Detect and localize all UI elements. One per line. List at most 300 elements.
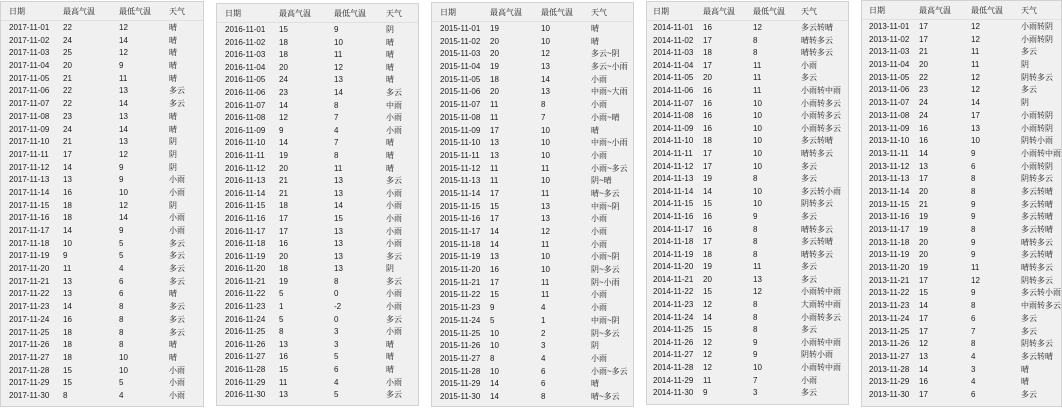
- min-temp-cell: 8: [753, 237, 758, 247]
- table-header-row: [647, 3, 848, 21]
- date-cell: 2015-11-17: [440, 227, 481, 236]
- table-row: [432, 264, 633, 277]
- weather-cell: 多云: [169, 99, 185, 109]
- weather-cell: 多云: [801, 262, 817, 272]
- date-cell: 2017-11-13: [9, 175, 50, 185]
- date-cell: 2013-11-07: [869, 98, 910, 108]
- min-temp-cell: 11: [541, 290, 550, 300]
- max-temp-cell: 17: [919, 22, 928, 31]
- weather-cell: 小雨: [169, 390, 185, 400]
- weather-cell: 晴: [386, 50, 394, 60]
- date-cell: 2014-11-28: [653, 363, 694, 373]
- min-temp-cell: 10: [334, 37, 343, 47]
- min-temp-cell: 0: [334, 289, 339, 299]
- date-cell: 2015-11-08: [440, 112, 481, 122]
- date-cell: 2015-11-12: [440, 163, 481, 173]
- date-cell: 2016-11-25: [225, 327, 266, 337]
- weather-cell: 阴转小雨: [801, 350, 833, 360]
- table-row: [217, 263, 418, 276]
- weather-cell: 阴转多云: [801, 199, 833, 209]
- date-cell: 2013-11-12: [869, 161, 910, 171]
- table-row: [432, 391, 633, 404]
- weather-cell: 晴: [169, 111, 177, 121]
- max-temp-cell: 16: [703, 23, 712, 32]
- date-cell: 2015-11-04: [440, 62, 481, 72]
- weather-cell: 小雨: [386, 302, 402, 312]
- date-cell: 2015-11-01: [440, 24, 481, 33]
- date-cell: 2014-11-12: [653, 161, 694, 171]
- date-cell: 2017-11-27: [9, 352, 50, 362]
- weather-table-1: [0, 1, 204, 407]
- table-row: [647, 349, 848, 362]
- weather-cell: 多云: [801, 211, 817, 221]
- weather-cell: 中雨~大雨: [591, 87, 628, 97]
- date-cell: 2017-11-21: [9, 276, 50, 286]
- min-temp-cell: 6: [971, 161, 976, 171]
- date-cell: 2017-11-20: [9, 264, 50, 274]
- max-temp-cell: 18: [63, 200, 72, 210]
- max-temp-cell: 24: [919, 98, 928, 108]
- date-cell: 2014-11-24: [653, 312, 694, 322]
- min-temp-cell: 9: [971, 250, 976, 260]
- date-cell: 2013-11-13: [869, 174, 910, 184]
- table-row: [862, 338, 1061, 351]
- weather-cell: 多云: [386, 390, 402, 400]
- min-temp-cell: 14: [119, 213, 128, 223]
- weather-cell: 多云: [386, 176, 402, 186]
- weather-cell: 阴转多云: [1021, 339, 1053, 349]
- max-temp-cell: 17: [919, 313, 928, 323]
- min-temp-cell: 8: [334, 150, 339, 160]
- max-temp-cell: 17: [490, 188, 499, 198]
- table-row: [1, 22, 203, 35]
- max-temp-cell: 1: [279, 302, 284, 312]
- max-temp-cell: 13: [490, 150, 499, 160]
- max-temp-cell: 14: [703, 186, 712, 196]
- max-temp-cell: 8: [490, 353, 495, 363]
- weather-cell: 晴: [1021, 364, 1029, 374]
- weather-cell: 晴: [169, 73, 177, 83]
- table-row: [217, 100, 418, 113]
- table-row: [647, 337, 848, 350]
- min-temp-cell: 8: [753, 300, 758, 310]
- min-temp-cell: 13: [971, 123, 980, 133]
- min-temp-cell: 9: [119, 162, 124, 172]
- weather-cell: 阴~晴: [591, 176, 612, 186]
- min-temp-cell: 4: [119, 390, 124, 400]
- min-temp-cell: 13: [753, 274, 762, 284]
- max-temp-cell: 23: [919, 85, 928, 95]
- min-temp-cell: 1: [541, 315, 546, 325]
- table-row: [862, 249, 1061, 262]
- date-column-header: 日期: [9, 7, 25, 16]
- weather-cell: 多云: [1021, 389, 1037, 399]
- date-cell: 2015-11-13: [440, 176, 481, 186]
- weather-cell: 晴: [169, 352, 177, 362]
- table-row: [217, 314, 418, 327]
- table-row: [1, 263, 203, 276]
- min-temp-cell: 13: [334, 251, 343, 261]
- date-column-header: 日期: [869, 6, 885, 15]
- max-temp-cell: 13: [490, 138, 499, 148]
- weather-cell: 阴转多云: [1021, 174, 1053, 184]
- weather-cell: 小雨: [591, 214, 607, 224]
- weather-cell: 晴: [386, 352, 394, 362]
- table-row: [1, 301, 203, 314]
- date-cell: 2014-11-29: [653, 375, 694, 385]
- date-cell: 2015-11-29: [440, 379, 481, 389]
- table-row: [432, 23, 633, 36]
- table-row: [217, 389, 418, 402]
- min-temp-cell: 8: [753, 325, 758, 335]
- min-temp-cell: 13: [119, 137, 128, 147]
- max-temp-cell: 16: [703, 123, 712, 133]
- min-temp-cell: 12: [753, 23, 762, 32]
- weather-cell: 晴: [386, 138, 394, 148]
- date-cell: 2016-11-12: [225, 163, 266, 173]
- weather-cell: 晴: [1021, 377, 1029, 387]
- table-row: [217, 49, 418, 62]
- date-cell: 2016-11-27: [225, 352, 266, 362]
- max-temp-cell: 22: [63, 23, 72, 32]
- table-row: [217, 112, 418, 125]
- min-temp-cell: 6: [541, 366, 546, 376]
- max-temp-cell: 17: [703, 237, 712, 247]
- date-cell: 2015-11-20: [440, 265, 481, 275]
- table-row: [647, 249, 848, 262]
- date-cell: 2014-11-23: [653, 300, 694, 310]
- date-cell: 2017-11-03: [9, 48, 50, 58]
- weather-cell: 小雨: [386, 226, 402, 236]
- weather-cell: 晴: [169, 23, 177, 32]
- weather-cell: 小雨转中雨: [801, 85, 841, 95]
- min-temp-cell: 9: [971, 199, 976, 209]
- date-cell: 2014-11-09: [653, 123, 694, 133]
- max-temp-cell: 15: [490, 201, 499, 211]
- max-temp-cell: 13: [490, 252, 499, 262]
- min-temp-cell: 11: [971, 47, 980, 57]
- weather-column-header: 天气: [591, 8, 607, 17]
- min-temp-cell: 13: [334, 226, 343, 236]
- min-temp-cell: 11: [334, 50, 343, 60]
- weather-cell: 晴~多云: [591, 391, 620, 401]
- table-row: [1, 238, 203, 251]
- weather-cell: 小雨: [169, 365, 185, 375]
- table-row: [217, 175, 418, 188]
- table-row: [217, 213, 418, 226]
- weather-cell: 中雨~小雨: [591, 138, 628, 148]
- max-temp-cell: 20: [279, 251, 288, 261]
- weather-cell: 多云转晴: [1021, 212, 1053, 222]
- max-temp-cell: 19: [703, 262, 712, 272]
- table-row: [432, 353, 633, 366]
- max-temp-cell: 14: [490, 379, 499, 389]
- table-row: [217, 301, 418, 314]
- table-row: [1, 111, 203, 124]
- weather-cell: 多云: [169, 276, 185, 286]
- max-temp-cell: 11: [490, 100, 499, 110]
- max-temp-cell: 10: [490, 328, 499, 338]
- date-cell: 2015-11-05: [440, 74, 481, 84]
- max-temp-cell: 10: [490, 341, 499, 351]
- max-temp-cell: 13: [279, 339, 288, 349]
- min-temp-cell: 12: [971, 22, 980, 31]
- min-temp-cell: 10: [119, 352, 128, 362]
- weather-cell: 多云: [1021, 85, 1037, 95]
- table-row: [1, 314, 203, 327]
- weather-cell: 小雨: [169, 226, 185, 235]
- max-temp-cell: 17: [919, 34, 928, 44]
- min-temp-cell: 14: [334, 87, 343, 97]
- min-temp-cell: 10: [541, 150, 550, 160]
- table-row: [647, 362, 848, 375]
- table-row: [862, 351, 1061, 364]
- table-row: [862, 376, 1061, 389]
- weather-cell: 阴~多云: [591, 328, 620, 338]
- min-temp-cell: 8: [753, 312, 758, 322]
- min-temp-cell: 8: [753, 35, 758, 45]
- max-temp-cell: 21: [63, 73, 72, 83]
- table-row: [1, 47, 203, 60]
- min-temp-cell: 4: [334, 125, 339, 135]
- date-cell: 2017-11-07: [9, 99, 50, 109]
- date-cell: 2017-11-14: [9, 187, 50, 197]
- table-row: [1, 225, 203, 238]
- weather-cell: 晴: [169, 61, 177, 71]
- date-cell: 2013-11-28: [869, 364, 910, 374]
- weather-cell: 多云: [169, 238, 185, 248]
- weather-cell: 小雨转中雨: [801, 337, 841, 347]
- min-temp-cell: 6: [541, 379, 546, 389]
- min-temp-cell: 10: [119, 187, 128, 197]
- max-temp-column-header: 最高气温: [490, 8, 522, 17]
- max-temp-cell: 11: [490, 163, 499, 173]
- date-cell: 2014-11-02: [653, 35, 694, 45]
- weather-column-header: 天气: [386, 9, 402, 18]
- date-cell: 2015-11-18: [440, 239, 481, 249]
- table-row: [647, 35, 848, 48]
- table-row: [862, 364, 1061, 377]
- weather-cell: 小雨~阴: [591, 252, 620, 262]
- min-temp-cell: 13: [541, 214, 550, 224]
- min-temp-cell: 8: [971, 225, 976, 234]
- date-cell: 2015-11-21: [440, 277, 481, 287]
- max-temp-cell: 14: [279, 138, 288, 148]
- weather-cell: 阴: [169, 137, 177, 147]
- table-row: [862, 161, 1061, 174]
- min-temp-cell: 14: [971, 98, 980, 108]
- weather-cell: 多云转晴: [801, 23, 833, 32]
- table-row: [217, 125, 418, 138]
- table-row: [862, 148, 1061, 161]
- table-row: [647, 274, 848, 287]
- min-temp-cell: 14: [334, 201, 343, 211]
- min-temp-column-header: 最低气温: [119, 7, 151, 16]
- min-temp-cell: 12: [971, 34, 980, 44]
- min-temp-cell: 8: [753, 174, 758, 184]
- table-row: [217, 62, 418, 75]
- min-temp-cell: 9: [119, 226, 124, 235]
- max-temp-cell: 21: [919, 199, 928, 209]
- weather-cell: 晴: [591, 24, 599, 33]
- table-row: [862, 135, 1061, 148]
- table-row: [432, 226, 633, 239]
- max-temp-cell: 11: [490, 176, 499, 186]
- min-temp-cell: 8: [541, 100, 546, 110]
- weather-cell: 晴: [169, 289, 177, 299]
- max-temp-cell: 17: [279, 226, 288, 236]
- max-temp-cell: 19: [703, 174, 712, 184]
- date-cell: 2015-11-25: [440, 328, 481, 338]
- max-temp-cell: 11: [63, 264, 72, 274]
- table-row: [862, 97, 1061, 110]
- min-temp-cell: 14: [119, 124, 128, 134]
- min-temp-cell: 3: [753, 388, 758, 398]
- min-temp-cell: 12: [541, 227, 550, 236]
- max-temp-cell: 17: [703, 148, 712, 158]
- weather-cell: 多云~阴: [591, 49, 620, 59]
- date-cell: 2016-11-21: [225, 276, 266, 286]
- min-temp-cell: 10: [541, 24, 550, 33]
- table-row: [432, 74, 633, 87]
- min-temp-cell: 4: [971, 351, 976, 361]
- table-row: [432, 277, 633, 290]
- table-row: [432, 378, 633, 391]
- date-cell: 2014-11-04: [653, 60, 694, 70]
- table-row: [1, 276, 203, 289]
- max-temp-cell: 11: [703, 375, 712, 385]
- max-temp-cell: 18: [703, 249, 712, 259]
- date-cell: 2016-11-05: [225, 75, 266, 85]
- max-temp-cell: 17: [490, 277, 499, 287]
- date-cell: 2016-11-06: [225, 87, 266, 97]
- min-temp-cell: 8: [971, 174, 976, 184]
- date-cell: 2017-11-19: [9, 251, 50, 261]
- max-temp-cell: 15: [919, 288, 928, 298]
- weather-cell: 阴: [169, 162, 177, 172]
- weather-cell: 小雨: [169, 378, 185, 388]
- weather-cell: 晴~多云: [591, 188, 620, 198]
- date-cell: 2017-11-25: [9, 327, 50, 337]
- max-temp-cell: 21: [279, 176, 288, 186]
- max-temp-cell: 20: [279, 62, 288, 72]
- max-temp-cell: 17: [919, 326, 928, 336]
- weather-cell: 晴: [386, 163, 394, 173]
- weather-cell: 晴: [386, 339, 394, 349]
- min-temp-cell: 5: [119, 378, 124, 388]
- max-temp-cell: 16: [703, 111, 712, 121]
- min-temp-cell: 2: [541, 328, 546, 338]
- date-cell: 2013-11-17: [869, 225, 910, 234]
- table-row: [1, 149, 203, 162]
- date-cell: 2016-11-23: [225, 302, 266, 312]
- max-temp-cell: 17: [919, 275, 928, 285]
- min-temp-cell: 9: [753, 350, 758, 360]
- max-temp-cell: 19: [279, 276, 288, 286]
- min-temp-cell: 10: [753, 186, 762, 196]
- table-row: [647, 110, 848, 123]
- weather-column-header: 天气: [801, 7, 817, 16]
- table-row: [432, 213, 633, 226]
- min-temp-cell: 9: [971, 288, 976, 298]
- max-temp-cell: 15: [490, 290, 499, 300]
- weather-cell: 小雨: [386, 327, 402, 337]
- min-temp-cell: 13: [541, 62, 550, 72]
- max-temp-cell: 14: [63, 162, 72, 172]
- table-row: [647, 186, 848, 199]
- min-temp-cell: 9: [334, 25, 339, 34]
- weather-cell: 晴转多云: [801, 148, 833, 158]
- weather-cell: 小雨: [386, 125, 402, 135]
- weather-cell: 阴~小雨: [591, 277, 620, 287]
- table-row: [1, 85, 203, 98]
- table-row: [862, 46, 1061, 59]
- weather-table-2: [216, 3, 419, 406]
- weather-cell: 小雨: [591, 227, 607, 236]
- weather-cell: 小雨转中雨: [801, 287, 841, 297]
- table-header-row: [432, 4, 633, 22]
- max-temp-cell: 12: [703, 363, 712, 373]
- weather-cell: 多云转晴: [1021, 186, 1053, 196]
- table-row: [862, 313, 1061, 326]
- date-cell: 2017-11-02: [9, 35, 50, 45]
- max-temp-cell: 10: [63, 238, 72, 248]
- weather-cell: 多云: [169, 302, 185, 312]
- max-temp-cell: 20: [279, 163, 288, 173]
- min-temp-cell: 12: [119, 48, 128, 58]
- weather-cell: 小雨转中雨: [801, 363, 841, 373]
- date-cell: 2014-11-07: [653, 98, 694, 108]
- min-temp-column-header: 最低气温: [753, 7, 785, 16]
- table-row: [647, 123, 848, 136]
- min-temp-cell: 13: [334, 75, 343, 85]
- table-row: [862, 262, 1061, 275]
- date-cell: 2015-11-26: [440, 341, 481, 351]
- max-temp-column-header: 最高气温: [279, 9, 311, 18]
- weather-cell: 小雨: [386, 239, 402, 249]
- min-temp-cell: 7: [971, 326, 976, 336]
- date-cell: 2016-11-29: [225, 377, 266, 387]
- date-cell: 2016-11-24: [225, 314, 266, 324]
- max-temp-cell: 22: [919, 72, 928, 82]
- min-temp-cell: 10: [541, 265, 550, 275]
- date-cell: 2016-11-11: [225, 150, 265, 160]
- max-temp-cell: 12: [703, 337, 712, 347]
- min-temp-cell: 10: [119, 365, 128, 375]
- weather-cell: 晴: [591, 36, 599, 46]
- date-cell: 2016-11-14: [225, 188, 266, 198]
- weather-cell: 多云转晴: [1021, 250, 1053, 260]
- min-temp-cell: 10: [541, 36, 550, 46]
- min-temp-cell: 11: [541, 277, 550, 287]
- min-temp-cell: 8: [753, 249, 758, 259]
- max-temp-cell: 18: [279, 201, 288, 211]
- min-temp-cell: 0: [334, 314, 339, 324]
- max-temp-cell: 9: [63, 251, 68, 261]
- table-row: [1, 327, 203, 340]
- date-cell: 2013-11-23: [869, 301, 910, 311]
- date-cell: 2014-11-22: [653, 287, 694, 297]
- date-cell: 2013-11-18: [869, 237, 910, 247]
- weather-cell: 小雨: [386, 213, 402, 223]
- date-cell: 2013-11-05: [869, 72, 910, 82]
- max-temp-cell: 5: [490, 315, 495, 325]
- min-temp-column-header: 最低气温: [334, 9, 366, 18]
- max-temp-cell: 20: [919, 237, 928, 247]
- date-cell: 2015-11-22: [440, 290, 481, 300]
- table-row: [1, 174, 203, 187]
- weather-cell: 大雨转中雨: [801, 300, 841, 310]
